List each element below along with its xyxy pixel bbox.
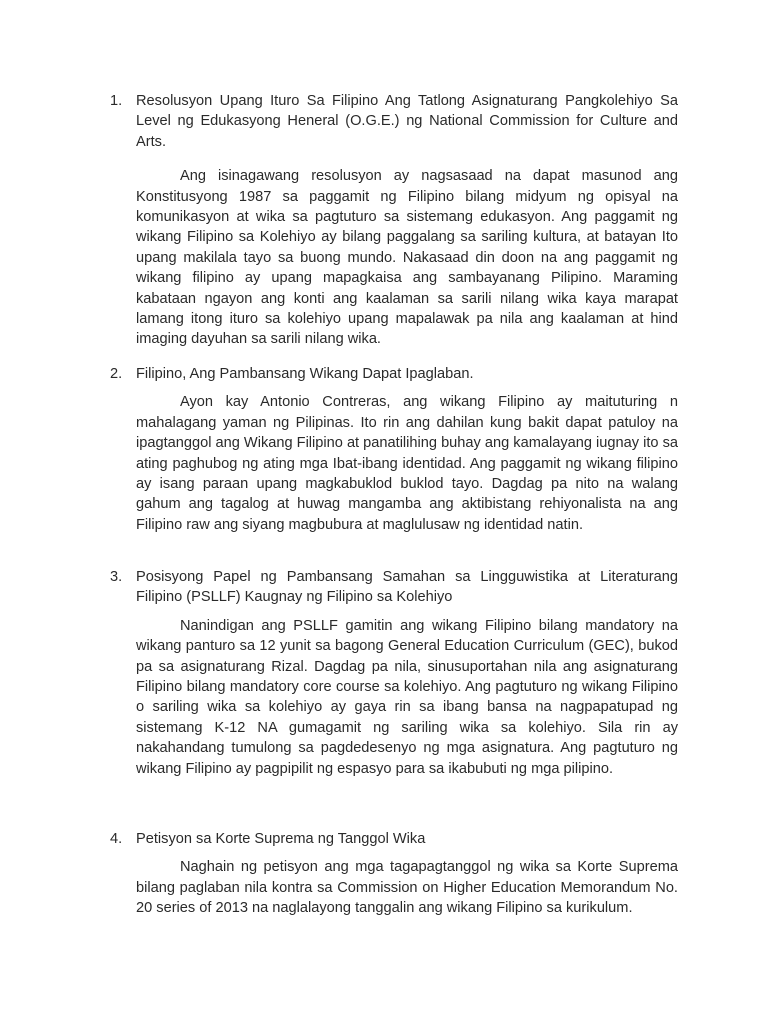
list-item [110, 364, 678, 550]
item-heading: Petisyon sa Korte Suprema ng Tanggol Wika [136, 831, 426, 847]
item-heading: Resolusyon Upang Ituro Sa Filipino Ang Tatlong Asignaturang Pangkolehiyo Sa Level ng Edukasyong Heneral (O.G.E.) ng National Commission for Culture and Arts. [136, 93, 678, 150]
item-body: Ang isinagawang resolusyon ay nagsasaad na dapat masunod ang Konstitusyong 1987 sa paggamit ng Filipino bilang midyum ng opisyal na komunikasyon at wika sa pagtuturo sa sistemang edukasyon. Ang paggamit ng wikang Filipino sa Kolehiyo ay bilang paggalang sa sariling kultura, at batayan Ito upang makilala tayo sa buong mundo. Nakasaad din doon na ang paggamit ng wikang filipino ay upang mapagkaisa ang sambayanang Pilipino. Maraming kabataan ngayon ang konti ang kaalaman sa sarili nilang wika kaya marapat lamang itong ituro sa kolehiyo upang mapalawak pa nila ang kaalaman at hind imaging dayuhan sa sarili nilang wika. [136, 168, 678, 348]
item-body: Naghain ng petisyon ang mga tagapagtanggol ng wika sa Korte Suprema bilang paglaban nila kontra sa Commission on Higher Education Memorandum No. 20 series of 2013 na naglalayong tanggalin ang wikang Filipino sa kurikulum. [136, 859, 678, 917]
item-number: 1. [110, 93, 123, 109]
list-item [110, 829, 678, 933]
item-number: 2. [110, 366, 123, 382]
item-body: Nanindigan ang PSLLF gamitin ang wikang Filipino bilang mandatory na wikang panturo sa 12 yunit sa bagong General Education Curriculum (GEC), bukod pa sa asignaturang Rizal. Dagdag pa nila, sinusuportahan nila ang asignaturang Filipino bilang mandatory core course sa kolehiyo. Ang pagtuturo ng wikang Filipino o sariling wika sa kolehiyo ay gaya rin sa ibang bansa na nagpapatupad ng sistemang K-12 NA gumagamit ng sariling wika sa kolehiyo. Sila rin ay nakahandang tumulong sa pagdedesenyo ng mga asignatura. Ang pagtuturo ng wikang Filipino ay pagpipilit ng espasyo para sa ikabubuti ng mga pilipino. [136, 617, 678, 777]
item-body: Ayon kay Antonio Contreras, ang wikang Filipino ay maituturing n mahalagang yaman ng Pilipinas. Ito rin ang dahilan kung bakit dapat patuloy na ipagtanggol ang Wikang Filipino at panatilihing buhay ang kamalayang iugnay ito sa ating paghubog ng ating mga Ibat-ibang identidad. Ang paggamit ng wikang filipino ay isang paraan upang magkabuklod buklod tayo. Dagdag pa nito na walang gahum ang tagalog at huwag mangamba ang aktibistang rehiyonalista na ang Filipino raw ang siyang magbubura at maglulusaw ng identidad natin. [136, 394, 678, 533]
item-heading: Filipino, Ang Pambansang Wikang Dapat Ipaglaban. [136, 366, 474, 382]
list-item [110, 91, 678, 364]
item-number: 3. [110, 569, 123, 585]
item-number: 4. [110, 831, 123, 847]
item-heading-row [110, 567, 678, 608]
item-heading-row [110, 829, 678, 849]
list-item [110, 567, 678, 794]
item-heading-row [110, 91, 678, 152]
item-heading-row [110, 364, 678, 384]
item-heading: Posisyong Papel ng Pambansang Samahan sa Lingguwistika at Literaturang Filipino (PSLLF) Kaugnay ng Filipino sa Kolehiyo [136, 569, 678, 606]
